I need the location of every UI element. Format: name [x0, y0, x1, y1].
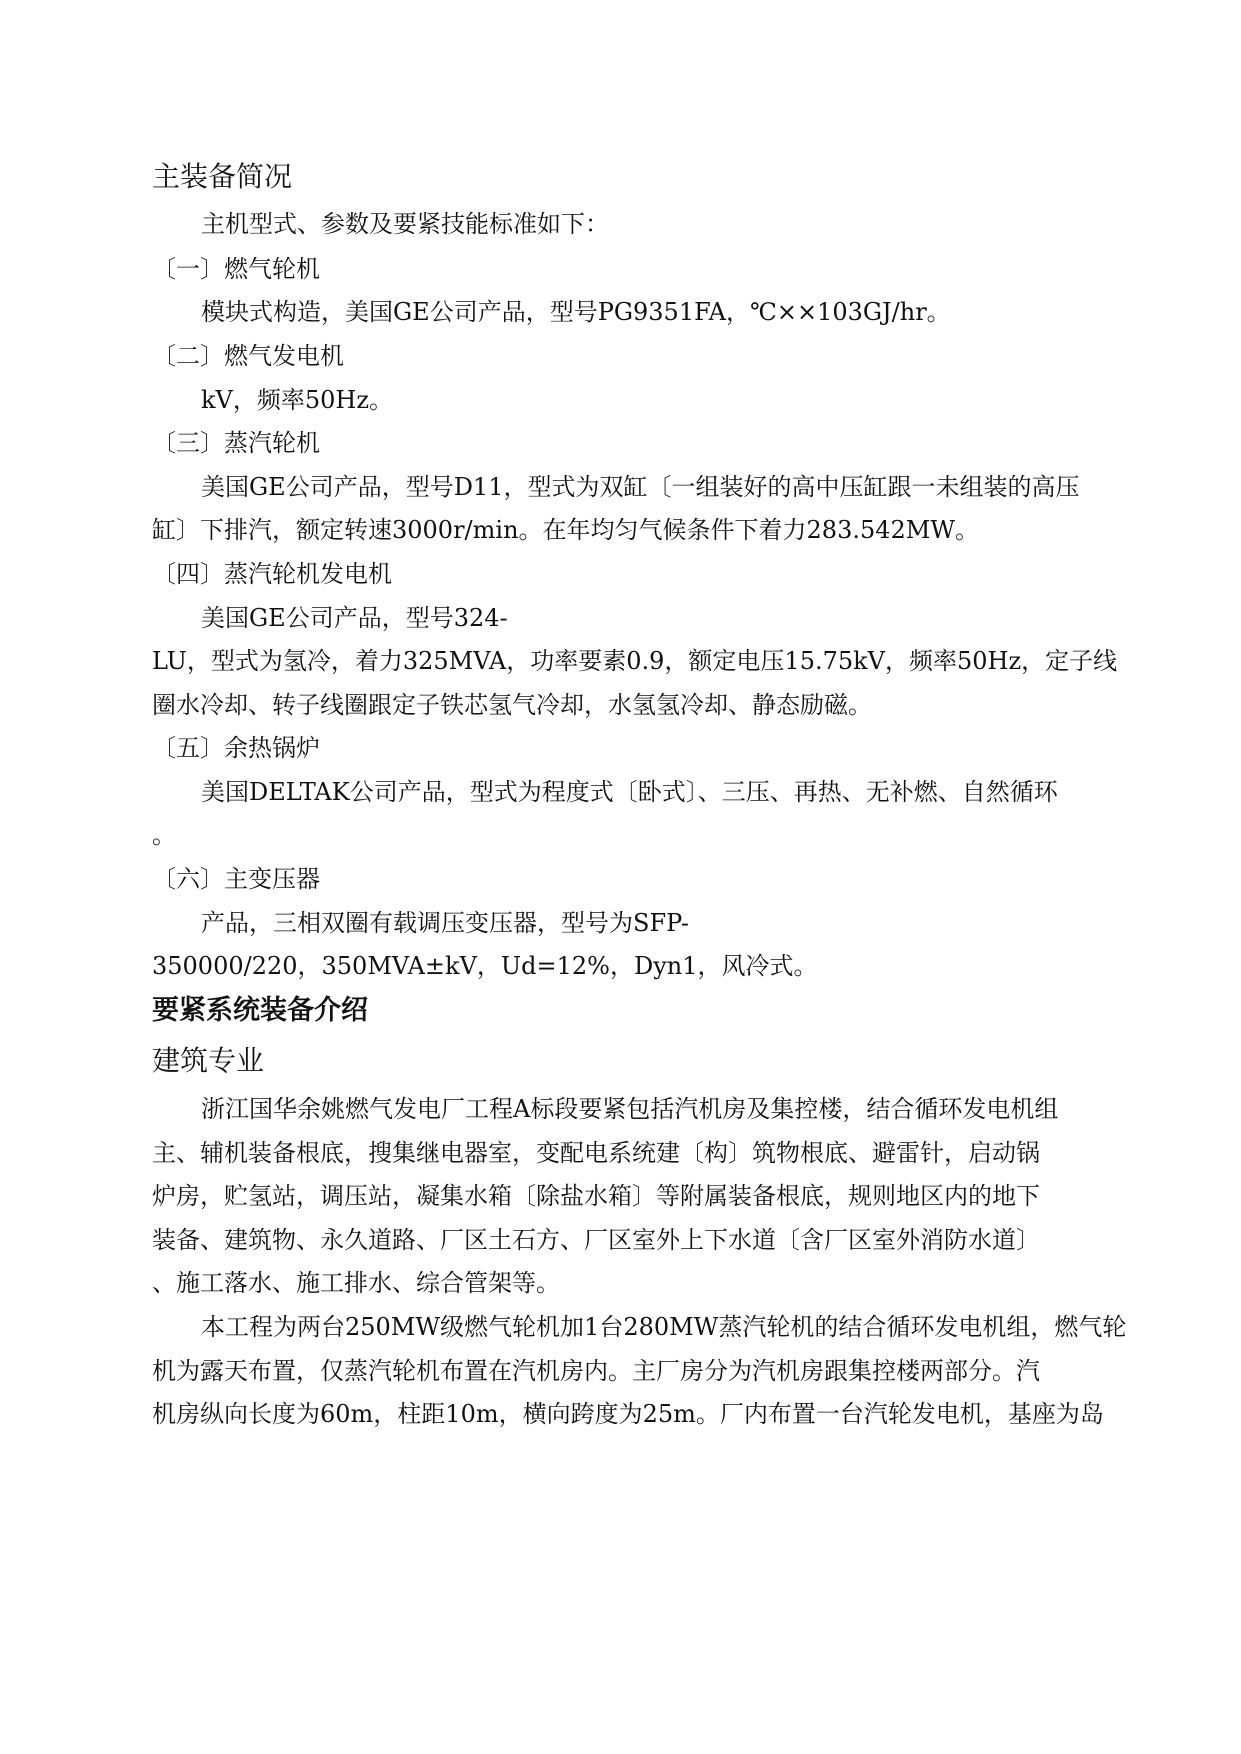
paragraph-line: 圈水冷却、转子线圈跟定子铁芯氢气冷却，水氢氢冷却、静态励磁。 [152, 691, 872, 719]
subsection-title-architecture: 建筑专业 [152, 1044, 265, 1077]
paragraph-line: 浙江国华余姚燃气发电厂工程A标段要紧包括汽机房及集控楼，结合循环发电机组 [201, 1095, 1059, 1123]
paragraph-line: 美国GE公司产品，型号D11，型式为双缸〔一组装好的高中压缸跟一未组装的高压 [201, 473, 1080, 501]
item-heading-gas-turbine: 〔一〕燃气轮机 [152, 255, 320, 283]
paragraph-line: 模块式构造，美国GE公司产品，型号PG9351FA，℃××103GJ/hr。 [201, 298, 951, 326]
paragraph-line: 主、辅机装备根底，搜集继电器室，变配电系统建〔构〕筑物根底、避雷针，启动锅 [152, 1139, 1040, 1167]
section-title-main-equipment: 主装备简况 [152, 160, 293, 193]
item-heading-steam-turbine: 〔三〕蒸汽轮机 [152, 429, 320, 457]
item-heading-gas-generator: 〔二〕燃气发电机 [152, 342, 344, 370]
paragraph-line: 本工程为两台250MW级燃气轮机加1台280MW蒸汽轮机的结合循环发电机组，燃气轮 [201, 1313, 1127, 1341]
paragraph-line: 产品，三相双圈有载调压变压器，型号为SFP- [201, 909, 690, 937]
paragraph-line: 美国DELTAK公司产品，型式为程度式〔卧式〕、三压、再热、无补燃、自然循环 [201, 778, 1058, 806]
paragraph-line: LU，型式为氢冷，着力325MVA，功率要素0.9，额定电压15.75kV，频率50Hz，定子线 [152, 647, 1118, 675]
item-heading-main-transformer: 〔六〕主变压器 [152, 865, 320, 893]
paragraph-line: 、施工落水、施工排水、综合管架等。 [152, 1269, 560, 1297]
paragraph-line: 炉房，贮氢站，调压站，凝集水箱〔除盐水箱〕等附属装备根底，规则地区内的地下 [152, 1182, 1040, 1210]
paragraph-line: 装备、建筑物、永久道路、厂区土石方、厂区室外上下水道〔含厂区室外消防水道〕 [152, 1226, 1040, 1254]
item-heading-hrsg: 〔五〕余热锅炉 [152, 734, 320, 762]
paragraph-line: 350000/220，350MVA±kV，Ud=12%，Dyn1，风冷式。 [152, 952, 818, 980]
intro-text: 主机型式、参数及要紧技能标准如下： [201, 210, 609, 238]
section-title-systems: 要紧系统装备介绍 [152, 995, 368, 1026]
paragraph-line: kV，频率50Hz。 [201, 386, 393, 414]
paragraph-line: 美国GE公司产品，型号324- [201, 604, 508, 632]
paragraph-line: 机为露天布置，仅蒸汽轮机布置在汽机房内。主厂房分为汽机房跟集控楼两部分。汽 [152, 1357, 1040, 1385]
paragraph-line: 机房纵向长度为60m，柱距10m，横向跨度为25m。厂内布置一台汽轮发电机，基座为岛 [152, 1400, 1104, 1428]
paragraph-line: 。 [152, 821, 176, 849]
paragraph-line: 缸〕下排汽，额定转速3000r/min。在年均匀气候条件下着力283.542MW。 [152, 516, 980, 544]
item-heading-steam-generator: 〔四〕蒸汽轮机发电机 [152, 560, 392, 588]
